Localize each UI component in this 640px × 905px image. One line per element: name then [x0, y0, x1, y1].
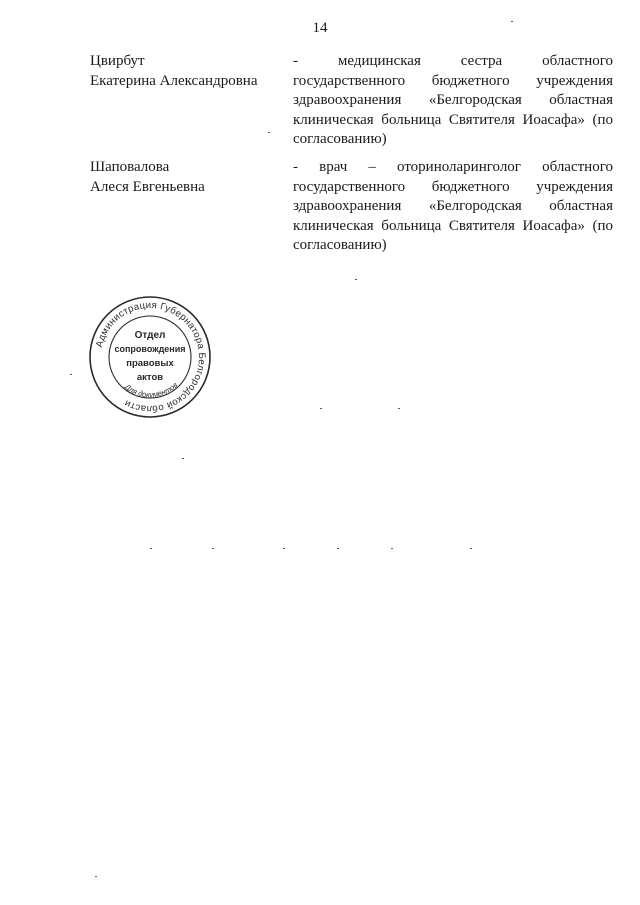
scan-speck	[283, 548, 285, 549]
scan-speck	[150, 548, 152, 549]
stamp-ring-text: Администрация Губернатора Белгородской области	[94, 299, 208, 415]
scan-speck	[182, 458, 184, 459]
page-number: 14	[312, 20, 328, 36]
stamp-bottom-text: Для документов	[123, 380, 180, 400]
member-surname-2: Шаповалова	[90, 159, 170, 175]
stamp-center-line-3: правовых	[126, 358, 174, 369]
scan-speck	[355, 279, 357, 280]
member-given-names-1: Екатерина Александровна	[90, 72, 258, 89]
scan-speck	[70, 374, 72, 375]
scan-speck	[268, 132, 270, 133]
scan-speck	[320, 408, 322, 409]
official-stamp	[87, 294, 213, 420]
stamp-center-line-2: сопровождения	[114, 344, 186, 354]
member-surname-1: Цвирбут	[90, 53, 145, 69]
member-role-2: - врач – оториноларинголог областного государственного бюджетного учреждения здравоохранения «Белгородская областная клиническая больница Святителя Иоасафа» (по согласованию)	[293, 159, 613, 253]
member-name-2	[90, 158, 285, 197]
scan-speck	[470, 548, 472, 549]
stamp-center-line-1: Отдел	[134, 330, 166, 341]
stamp-center-line-4: актов	[136, 372, 164, 383]
member-name-1	[90, 52, 285, 91]
member-given-names-2: Алеся Евгеньевна	[90, 178, 205, 195]
stamp-seal-icon	[87, 294, 213, 420]
scan-speck	[511, 21, 513, 22]
scan-speck	[337, 548, 339, 549]
scan-speck	[212, 548, 214, 549]
scan-speck	[95, 876, 97, 877]
scan-speck	[398, 408, 400, 409]
scan-speck	[391, 548, 393, 549]
member-role-1: - медицинская сестра областного государственного бюджетного учреждения здравоохранения «Белгородская областная клиническая больница Святителя Иоасафа» (по согласованию)	[293, 53, 613, 147]
